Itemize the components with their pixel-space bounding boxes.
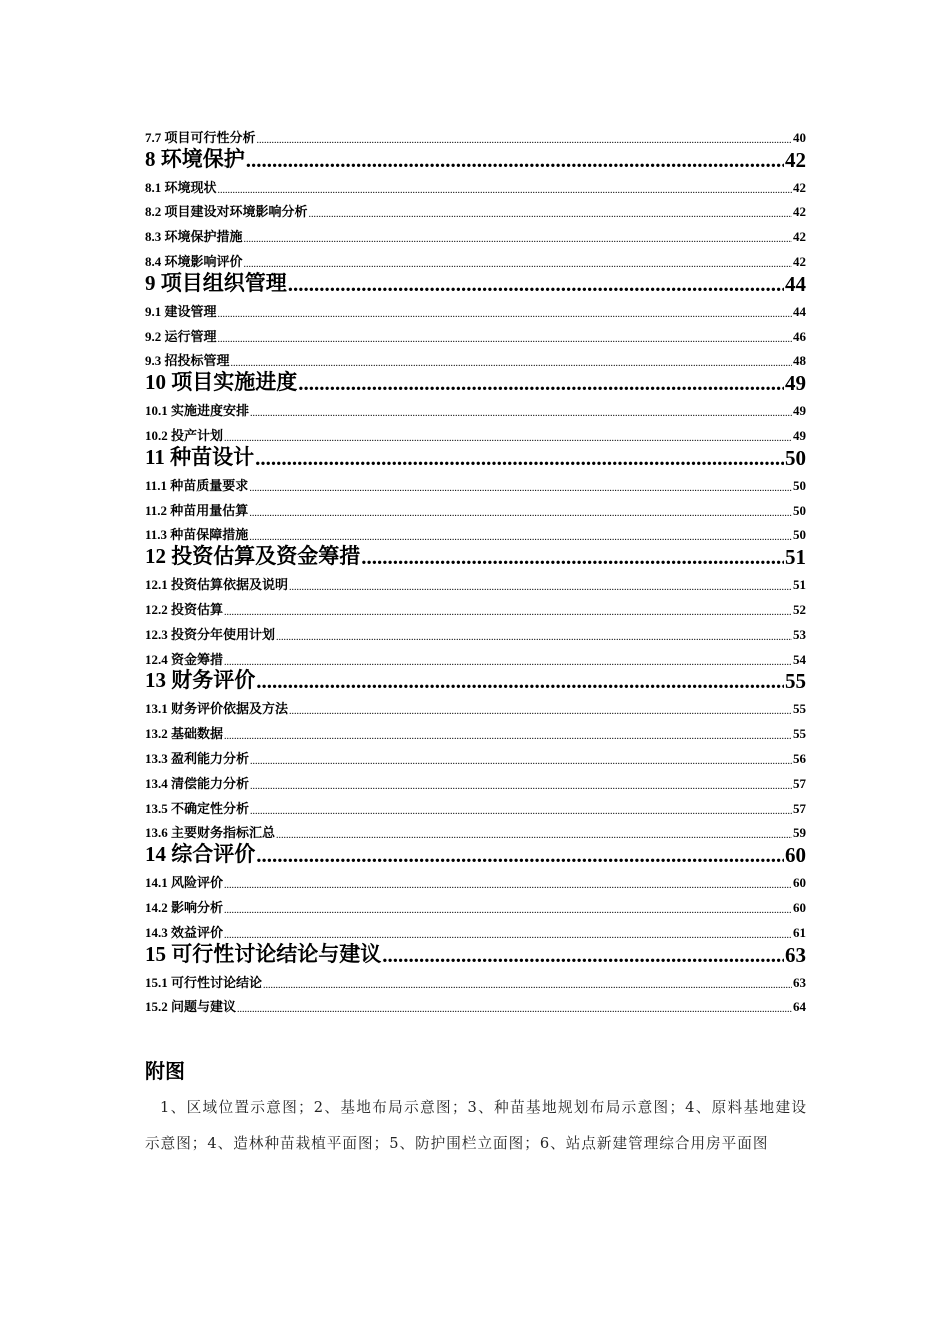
toc-entry-number: 14.1 [145, 875, 168, 891]
toc-entry-number: 12.2 [145, 601, 168, 617]
toc-chapter-entry[interactable] [145, 941, 806, 969]
toc-entry-label: 投资估算及资金筹措 [171, 544, 361, 569]
toc-entry-number: 13.2 [145, 726, 168, 742]
toc-entry-label: 主要财务指标汇总 [171, 825, 276, 841]
toc-entry-title [145, 664, 255, 695]
toc-entry-number: 12 [145, 544, 166, 569]
toc-entry-number: 11.2 [145, 502, 168, 518]
toc-dot-leader [309, 209, 792, 223]
toc-page-number: 44 [793, 303, 806, 319]
toc-entry-label: 影响分析 [171, 900, 224, 915]
toc-entry-label: 运行管理 [164, 328, 217, 344]
toc-dot-leader [289, 582, 792, 596]
toc-page-number: 55 [785, 669, 806, 694]
toc-dot-leader [250, 806, 792, 820]
toc-entry-number: 8 [145, 146, 156, 171]
toc-page-number: 56 [793, 750, 806, 766]
toc-entry-number: 10.1 [145, 403, 168, 419]
toc-entry-title [145, 996, 236, 1018]
toc-section-entry[interactable] [145, 174, 806, 199]
toc-entry-title [145, 599, 223, 621]
toc-chapter-entry[interactable] [145, 146, 806, 174]
toc-entry-number: 13.3 [145, 750, 168, 766]
toc-entry-number: 12.3 [145, 626, 168, 642]
toc-page-number: 51 [793, 577, 806, 593]
toc-page-number: 50 [793, 477, 806, 493]
toc-page-number: 55 [793, 701, 806, 717]
toc-section-entry[interactable] [145, 323, 806, 348]
toc-entry-title [145, 723, 223, 745]
toc-chapter-entry[interactable] [145, 444, 806, 472]
toc-dot-leader [218, 309, 792, 323]
toc-section-entry[interactable] [145, 869, 806, 894]
toc-chapter-entry[interactable] [145, 372, 806, 397]
appendix-title: 附图 [145, 1059, 185, 1083]
toc-dot-leader [246, 148, 784, 174]
toc-entry-title [145, 773, 249, 795]
toc-entry-number: 7.7 [145, 129, 162, 145]
toc-entry-number: 14.3 [145, 924, 168, 940]
toc-section-entry[interactable] [145, 199, 806, 224]
toc-entry-label: 可行性讨论结论 [171, 974, 263, 990]
toc-page-number: 53 [793, 626, 806, 642]
toc-page-number: 60 [793, 875, 806, 891]
toc-entry-label: 资金筹措 [171, 651, 224, 667]
toc-entry-title [145, 475, 248, 497]
toc-entry-label: 环境现状 [164, 179, 217, 195]
toc-section-entry[interactable] [145, 745, 806, 770]
toc-section-entry[interactable] [145, 994, 806, 1019]
toc-entry-label: 综合评价 [171, 842, 256, 867]
toc-entry-title [145, 540, 360, 571]
toc-dot-leader [224, 880, 792, 894]
toc-entry-label: 建设管理 [164, 303, 217, 319]
toc-page-number: 42 [793, 204, 806, 220]
toc-page-number: 42 [793, 179, 806, 195]
toc-entry-label: 种苗用量估算 [170, 502, 249, 518]
toc-entry-number: 10 [145, 370, 166, 395]
toc-page-number: 44 [785, 271, 806, 296]
toc-entry-number: 15.1 [145, 974, 168, 990]
toc-entry-label: 投产计划 [171, 427, 224, 443]
toc-entry-label: 基础数据 [171, 726, 224, 742]
toc-entry-number: 11 [145, 444, 165, 469]
toc-entry-title [145, 698, 288, 720]
toc-section-entry[interactable] [145, 695, 806, 720]
toc-page-number: 64 [793, 999, 806, 1015]
toc-page-number: 50 [793, 502, 806, 518]
toc-entry-label: 环境保护措施 [164, 229, 243, 245]
toc-section-entry[interactable] [145, 571, 806, 596]
toc-entry-number: 8.4 [145, 254, 162, 270]
toc-entry-title [145, 226, 243, 248]
toc-page-number: 49 [785, 371, 806, 396]
toc-dot-leader [250, 781, 792, 795]
toc-entry-number: 12.1 [145, 577, 168, 593]
toc-entry-number: 10.2 [145, 427, 168, 443]
toc-section-entry[interactable] [145, 795, 806, 820]
toc-page-number: 60 [785, 843, 806, 868]
toc-entry-title [145, 798, 249, 820]
toc-entry-title [145, 267, 287, 298]
toc-section-entry[interactable] [145, 497, 806, 522]
toc-entry-number: 9.1 [145, 303, 162, 319]
toc-entry-number: 8.2 [145, 204, 162, 220]
toc-entry-number: 13.1 [145, 701, 168, 717]
toc-entry-title [145, 326, 217, 348]
toc-section-entry[interactable] [145, 223, 806, 248]
toc-entry-label: 可行性讨论结论与建议 [171, 941, 382, 966]
toc-entry-number: 8.3 [145, 229, 162, 245]
toc-entry-title [145, 624, 275, 646]
toc-entry-title [145, 441, 254, 472]
toc-section-entry[interactable] [145, 894, 806, 919]
toc-entry-label: 问题与建议 [171, 999, 237, 1015]
toc-dot-leader [256, 669, 784, 695]
toc-entry-number: 14.2 [145, 900, 168, 915]
toc-entry-label: 投资估算 [171, 601, 224, 617]
toc-page-number: 51 [785, 545, 806, 570]
toc-page-number: 50 [793, 527, 806, 543]
toc-entry-label: 财务评价依据及方法 [171, 701, 289, 717]
toc-entry-title [145, 897, 223, 919]
toc-entry-number: 11.1 [145, 477, 168, 493]
toc-entry-title [145, 177, 217, 199]
toc-chapter-entry[interactable] [145, 270, 806, 298]
toc-page-number: 54 [793, 651, 806, 667]
toc-dot-leader [298, 371, 784, 397]
toc-page-number: 40 [793, 129, 806, 145]
toc-entry-label: 财务评价 [171, 668, 256, 693]
toc-entry-label: 不确定性分析 [171, 800, 250, 816]
toc-dot-leader [250, 756, 792, 770]
toc-page-number: 60 [793, 900, 806, 915]
toc-page-number: 55 [793, 726, 806, 742]
toc-section-entry[interactable] [145, 397, 806, 422]
toc-section-entry[interactable] [145, 472, 806, 497]
toc-entry-title [145, 574, 288, 596]
toc-dot-leader [289, 706, 792, 720]
toc-page-number: 49 [793, 403, 806, 419]
toc-dot-leader [382, 943, 784, 969]
toc-dot-leader [263, 980, 792, 994]
toc-entry-title [145, 838, 255, 869]
toc-entry-label: 实施进度安排 [171, 403, 250, 419]
toc-entry-number: 13.5 [145, 800, 168, 816]
toc-entry-title [145, 143, 245, 174]
toc-entry-label: 种苗质量要求 [170, 477, 249, 493]
toc-entry-number: 9.2 [145, 328, 162, 344]
toc-entry-label: 项目实施进度 [171, 370, 298, 395]
toc-entry-title [145, 400, 249, 422]
toc-entry-title [145, 938, 381, 969]
toc-page-number: 42 [793, 229, 806, 245]
toc-page-number: 49 [793, 427, 806, 443]
toc-dot-leader [244, 234, 792, 248]
toc-dot-leader [237, 1004, 792, 1018]
toc-dot-leader [224, 607, 792, 621]
toc-entry-label: 盈利能力分析 [171, 750, 250, 766]
toc-section-entry[interactable] [145, 621, 806, 646]
toc-entry-number: 14 [145, 842, 166, 867]
toc-dot-leader [249, 508, 792, 522]
toc-dot-leader [255, 446, 784, 472]
toc-entry-number: 8.1 [145, 179, 162, 195]
toc-dot-leader [276, 632, 792, 646]
toc-dot-leader [250, 408, 792, 422]
toc-section-entry[interactable] [145, 969, 806, 994]
toc-entry-label: 环境保护 [160, 146, 245, 171]
toc-page-number: 42 [793, 254, 806, 270]
toc-section-entry[interactable] [145, 770, 806, 795]
toc-entry-number: 15 [145, 941, 166, 966]
toc-dot-leader [256, 843, 784, 869]
toc-page-number: 63 [793, 974, 806, 990]
toc-entry-label: 种苗设计 [170, 444, 255, 469]
toc-page-number: 59 [793, 825, 806, 841]
toc-page-number: 52 [793, 601, 806, 617]
toc-page-number: 42 [785, 147, 806, 172]
toc-dot-leader [288, 272, 784, 298]
toc-entry-title [145, 500, 248, 522]
toc-entry-title [145, 201, 308, 223]
toc-page-number: 63 [785, 942, 806, 967]
toc-dot-leader [361, 545, 784, 571]
toc-section-entry[interactable] [145, 720, 806, 745]
toc-entry-label: 项目可行性分析 [164, 129, 256, 145]
toc-page-number: 57 [793, 775, 806, 791]
toc-entry-label: 投资估算依据及说明 [171, 577, 289, 593]
toc-dot-leader [224, 905, 792, 919]
toc-dot-leader [218, 185, 792, 199]
toc-section-entry[interactable] [145, 596, 806, 621]
toc-entry-number: 11.3 [145, 527, 168, 543]
toc-page-number: 61 [793, 924, 806, 940]
toc-chapter-entry[interactable] [145, 668, 806, 696]
toc-entry-title [145, 972, 262, 994]
toc-dot-leader [218, 334, 792, 348]
toc-dot-leader [249, 483, 792, 497]
toc-dot-leader [224, 731, 792, 745]
toc-entry-number: 9.3 [145, 353, 162, 369]
toc-entry-title [145, 301, 217, 323]
toc-entry-label: 环境影响评价 [164, 254, 243, 270]
toc-entry-label: 种苗保障措施 [170, 527, 249, 543]
toc-entry-title [145, 748, 249, 770]
toc-page-number: 48 [793, 353, 806, 369]
toc-entry-label: 项目组织管理 [160, 270, 287, 295]
toc-entry-number: 13 [145, 668, 166, 693]
appendix-body: 1、区域位置示意图；2、基地布局示意图；3、种苗基地规划布局示意图；4、原料基地建设示意图；4、造林种苗栽植平面图；5、防护围栏立面图；6、站点新建管理综合用房平面图 [145, 1099, 807, 1152]
toc-page-number: 57 [793, 800, 806, 816]
toc-entry-number: 12.4 [145, 651, 168, 667]
toc-entry-number: 15.2 [145, 999, 168, 1015]
table-of-contents [145, 124, 806, 1018]
toc-entry-label: 清偿能力分析 [171, 775, 250, 791]
toc-entry-label: 风险评价 [171, 875, 224, 891]
toc-entry-title [145, 366, 297, 397]
toc-page-number: 50 [785, 445, 806, 470]
toc-entry-number: 9 [145, 270, 156, 295]
toc-entry-label: 投资分年使用计划 [171, 626, 276, 642]
toc-entry-label: 招投标管理 [164, 353, 230, 369]
toc-entry-number: 13.4 [145, 775, 168, 791]
toc-page-number: 46 [793, 328, 806, 344]
toc-chapter-entry[interactable] [145, 546, 806, 571]
toc-section-entry[interactable] [145, 298, 806, 323]
toc-entry-number: 13.6 [145, 825, 168, 841]
toc-entry-label: 效益评价 [171, 924, 224, 940]
toc-entry-title [145, 872, 223, 894]
toc-chapter-entry[interactable] [145, 844, 806, 869]
toc-entry-label: 项目建设对环境影响分析 [164, 204, 308, 220]
